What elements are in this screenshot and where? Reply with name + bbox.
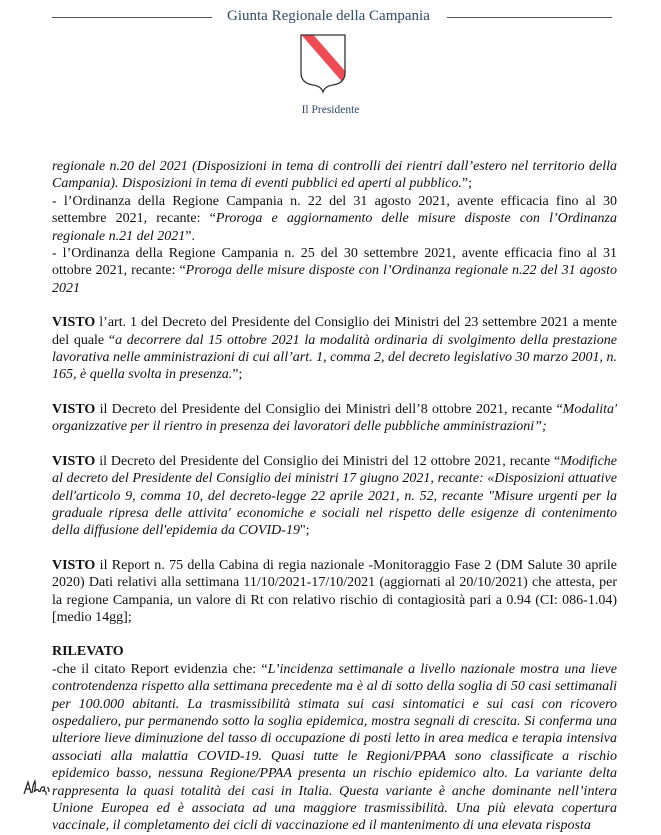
text-run: ”. [185, 228, 195, 244]
text-run: "; [299, 523, 310, 539]
text-run: Proroga e aggiornamento delle misure disposte con l’Ordinanza regionale n.21 del 2021 [52, 211, 617, 244]
text-run: VISTO [52, 401, 96, 417]
text-run: Modifiche al decreto del Presidente del Consiglio dei ministri 17 giugno 2021, recante: «Disposizioni attuative dell'articolo 9, comma 10, del decreto-legge 22 aprile 2021, n. 52, recante "Misure urgenti per la graduale ripresa delle attivita' economiche e sociali nel rispetto delle esigenze di contenimento della diffusione dell'epidemia da COVID-19 [52, 453, 617, 539]
paragraph [52, 245, 617, 297]
paragraph [52, 314, 617, 384]
text-run: ”; [232, 367, 243, 383]
text-run: il Decreto del Presidente del Consiglio dei Ministri dell’8 ottobre 2021, recante “ [95, 401, 563, 417]
campania-shield-icon [298, 33, 348, 95]
text-run: VISTO [52, 557, 96, 573]
document-header [52, 8, 612, 24]
paragraph [52, 193, 617, 245]
section-heading-rilevato: RILEVATO [52, 644, 124, 660]
organization-title: Giunta Regionale della Campania [227, 8, 430, 24]
paragraph [52, 401, 617, 436]
header-rule-left [52, 17, 212, 18]
text-run: Proroga delle misure disposte con l’Ordinanza regionale n.22 del 31 agosto 2021 [52, 263, 617, 296]
paragraph [52, 158, 617, 193]
text-run: l’art. 1 del Decreto del Presidente del Consiglio dei Ministri del 23 settembre 2021 a mente del quale “ [52, 315, 617, 348]
text-run: Modalita' organizzative per il rientro in presenza dei lavoratori delle pubbliche amministrazioni”; [52, 401, 617, 435]
text-run: VISTO [52, 315, 96, 331]
paragraph [52, 557, 617, 627]
document-body [52, 158, 617, 835]
office-label: Il Presidente [301, 104, 360, 116]
text-run: L’incidenza settimanale a livello nazionale mostra una lieve controtendenza rispetto alla settimana precedente ma è al di sotto della soglia di 50 casi settimanali per 100.000 abitanti. La trasmissibilità stimata sui casi sintomatici e sui casi con ricovero ospedaliero, pur permanendo sotto la soglia epidemica, mostra segnali di crescita. Si conferma una ulteriore lieve diminuzione del tasso di occupazione di posti letto in area medica e terapia intensiva associati alla malattia COVID-19. Quasi tutte le Regioni/PPAA sono classificate a rischio epidemico basso, nessuna Regione/PPAA presenta un rischio epidemico alto. La variante delta rappresenta la quasi totalità dei casi in Italia. Questa variante è anche dominante nell’intera Unione Europea ed è associata ad una maggiore trasmissibilità. Una più elevata copertura vaccinale, il completamento dei cicli di vaccinazione ed il mantenimento di una elevata risposta [52, 661, 617, 834]
text-run: il Report n. 75 della Cabina di regia nazionale -Monitoraggio Fase 2 (DM Salute 30 aprile 2020) Dati relativi alla settimana 11/10/2021-17/10/2021 (aggiornati al 20/10/2021) che attesta, per la regione Campania, un valore di Rt con relativo rischio di contagiosità pari a 0.94 (CI: 086-1.04) [medio 14gg]; [52, 557, 617, 625]
text-run: il Decreto del Presidente del Consiglio dei Ministri del 12 ottobre 2021, recante “ [95, 453, 561, 469]
text-run: -che il citato Report evidenzia che: “ [52, 661, 268, 677]
paragraph [52, 453, 617, 540]
text-run: regionale n.20 del 2021 (Disposizioni in tema di controlli dei rientri dall’estero nel territorio della Campania). Disposizioni in tema di eventi pubblici ed aperti al pubblico. [52, 159, 617, 192]
text-run: - l’Ordinanza della Regione Campania n. 25 del 30 settembre 2021, avente efficacia fino al 31 ottobre 2021, recante: “ [52, 246, 617, 279]
paragraph-rilevato [52, 661, 617, 835]
text-run: a decorrere dal 15 ottobre 2021 la modalità ordinaria di svolgimento della prestazione lavorativa nelle amministrazioni di cui all’art. 1, comma 2, del decreto legislativo 30 marzo 2001, n. 165, è quella svolta in presenza. [52, 332, 617, 383]
handwritten-initials-icon [22, 778, 52, 796]
header-rule-right [447, 17, 612, 18]
text-run: - l’Ordinanza della Regione Campania n. 22 del 31 agosto 2021, avente efficacia fino al 30 settembre 2021, recante: “ [52, 193, 617, 227]
text-run: ”; [461, 176, 472, 192]
text-run: VISTO [52, 453, 96, 469]
